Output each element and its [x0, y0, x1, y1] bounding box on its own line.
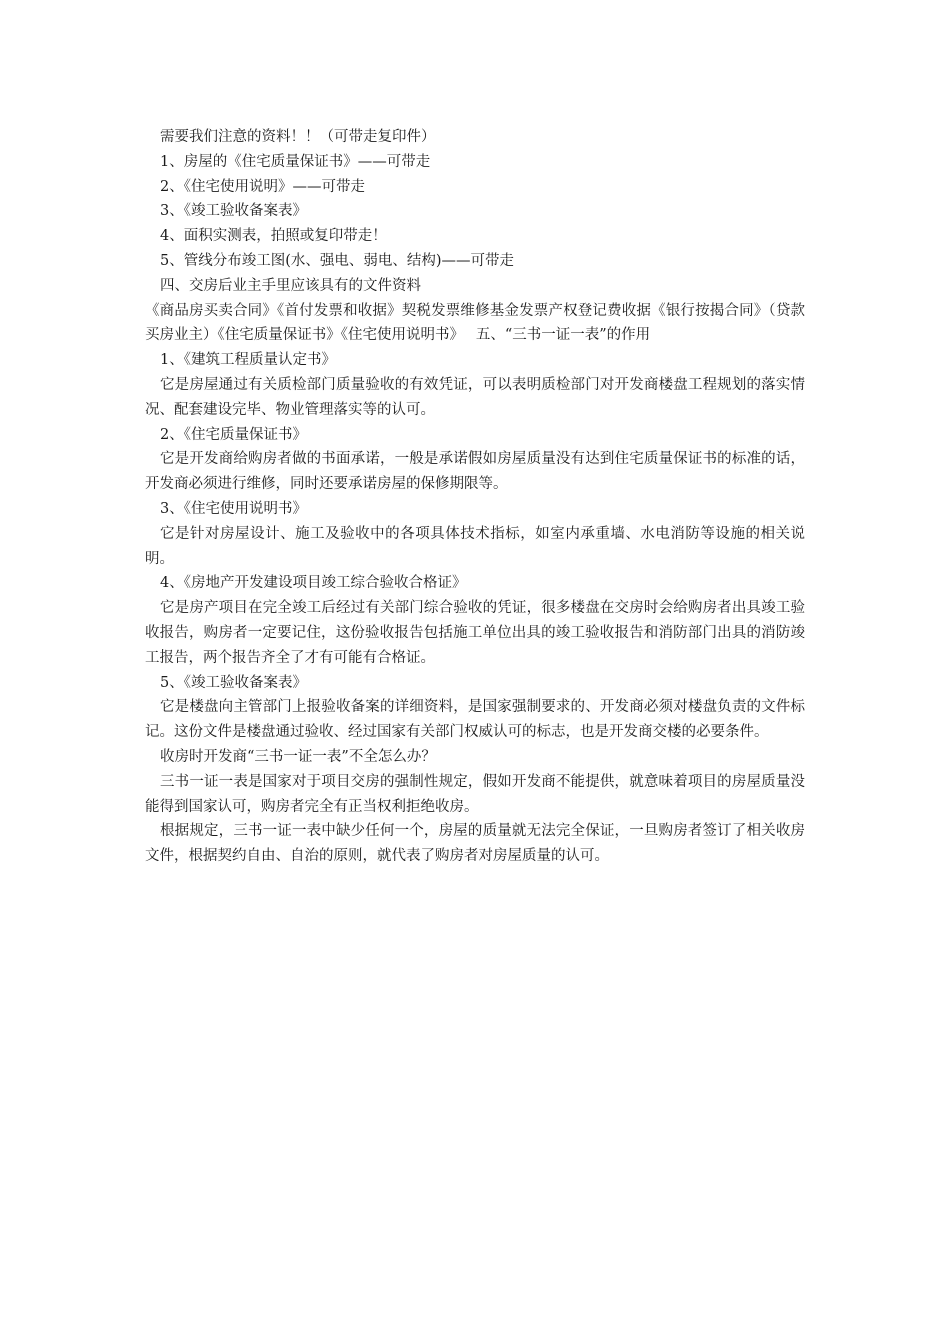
- body-paragraph: 它是针对房屋设计、施工及验收中的各项具体技术指标，如室内承重墙、水电消防等设施的相关说明。: [145, 525, 805, 567]
- body-paragraph: 三书一证一表是国家对于项目交房的强制性规定，假如开发商不能提供，就意味着项目的房屋质量没能得到国家认可，购房者完全有正当权利拒绝收房。: [145, 773, 805, 815]
- question-heading: 收房时开发商“三书一证一表”不全怎么办？: [160, 748, 436, 765]
- document-list-paragraph: 《商品房买卖合同》《首付发票和收据》契税发票维修基金发票产权登记费收据《银行按揭合同》（贷款买房业主）《住宅质量保证书》《住宅使用说明书》 五、“三书一证一表”的作用: [145, 302, 805, 344]
- body-paragraph: 根据规定，三书一证一表中缺少任何一个，房屋的质量就无法完全保证，一旦购房者签订了相关收房文件，根据契约自由、自治的原则，就代表了购房者对房屋质量的认可。: [145, 823, 805, 865]
- subheading: 4、《房地产开发建设项目竣工综合验收合格证》: [160, 575, 467, 592]
- list-item: 3、《竣工验收备案表》: [160, 203, 307, 220]
- list-item: 1、房屋的《住宅质量保证书》——可带走: [160, 153, 431, 170]
- body-paragraph: 它是房屋通过有关质检部门质量验收的有效凭证，可以表明质检部门对开发商楼盘工程规划的落实情况、配套建设完毕、物业管理落实等的认可。: [145, 376, 805, 418]
- subheading: 3、《住宅使用说明书》: [160, 500, 307, 517]
- body-paragraph: 它是楼盘向主管部门上报验收备案的详细资料，是国家强制要求的、开发商必须对楼盘负责的文件标记。这份文件是楼盘通过验收、经过国家有关部门权威认可的标志，也是开发商交楼的必要条件。: [145, 699, 805, 741]
- body-paragraph: 它是房产项目在完全竣工后经过有关部门综合验收的凭证，很多楼盘在交房时会给购房者出具竣工验收报告，购房者一定要记住，这份验收报告包括施工单位出具的竣工验收报告和消防部门出具的消防竣工报告，两个报告齐全了才有可能有合格证。: [145, 600, 805, 666]
- list-item: 5、管线分布竣工图(水、强电、弱电、结构)——可带走: [160, 252, 515, 269]
- body-paragraph: 它是开发商给购房者做的书面承诺，一般是承诺假如房屋质量没有达到住宅质量保证书的标准的话，开发商必须进行维修，同时还要承诺房屋的保修期限等。: [145, 451, 805, 493]
- notice-heading: 需要我们注意的资料！！（可带走复印件）: [160, 129, 436, 145]
- section-heading-4: 四、交房后业主手里应该具有的文件资料: [160, 277, 421, 294]
- list-item: 4、面积实测表，拍照或复印带走！: [160, 228, 387, 245]
- subheading: 2、《住宅质量保证书》: [160, 426, 307, 443]
- list-item: 2、《住宅使用说明》——可带走: [160, 178, 365, 195]
- subheading: 1、《建筑工程质量认定书》: [160, 352, 336, 369]
- subheading: 5、《竣工验收备案表》: [160, 674, 307, 691]
- document-body: [145, 125, 805, 869]
